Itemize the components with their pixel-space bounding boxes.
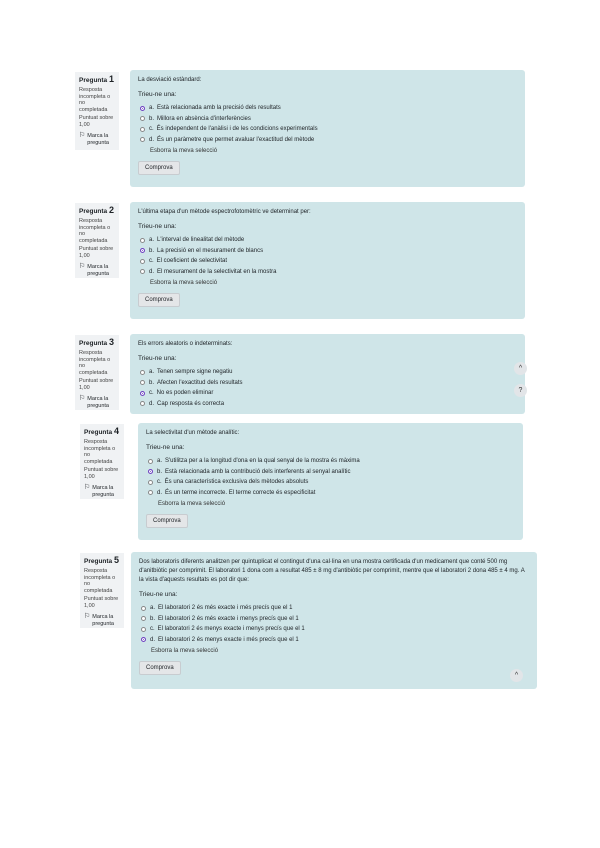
question-number: Pregunta 4 (84, 426, 119, 436)
question-marks: Puntuat sobre 1,00 (79, 115, 114, 128)
answer-option[interactable] (148, 467, 515, 478)
answer-text: No es poden eliminar (156, 390, 214, 396)
answer-option[interactable] (148, 477, 515, 488)
question-marks: Puntuat sobre 1,00 (84, 467, 119, 480)
question-info-3 (75, 335, 119, 410)
question-text: La desviació estàndard: (138, 77, 202, 83)
clear-selection-link[interactable]: Esborra la meva selecció (150, 280, 218, 286)
answer-text: El mesurament de la selectivitat en la mostra (157, 268, 277, 275)
flag-question-link[interactable] (79, 264, 115, 277)
radio-button[interactable] (148, 480, 153, 485)
answer-list (138, 103, 517, 145)
flag-icon: ⚐ (79, 132, 86, 139)
answer-option[interactable] (140, 246, 517, 257)
answer-text: L'interval de linealitat del mètode (157, 237, 245, 243)
answer-list (139, 603, 529, 645)
answer-option[interactable] (140, 399, 517, 410)
answer-text: El coeficient de selectivitat (156, 258, 228, 264)
answer-option[interactable] (140, 267, 517, 278)
answer-option[interactable] (141, 624, 529, 635)
answer-letter: d. (149, 268, 155, 275)
radio-button[interactable] (140, 238, 145, 243)
radio-button[interactable] (141, 627, 146, 632)
question-number: Pregunta 5 (84, 555, 119, 565)
radio-button[interactable] (140, 116, 145, 121)
answer-list (138, 367, 517, 409)
radio-button[interactable] (140, 401, 145, 406)
flag-icon: ⚐ (84, 613, 91, 620)
answer-text: S'utilitza per a la longitud d'ona en la qual senyal de la mostra és màxima (165, 458, 360, 464)
answer-letter: a. (149, 237, 155, 243)
radio-button[interactable] (140, 370, 145, 375)
answer-text: Està relacionada amb la precisió dels resultats (157, 105, 281, 111)
answer-text: Millora en absència d'interferències (157, 115, 251, 122)
answer-text: Cap resposta és correcta (157, 400, 225, 407)
radio-button[interactable] (141, 637, 146, 642)
radio-button[interactable] (140, 380, 145, 385)
flag-question-link[interactable] (79, 396, 115, 409)
question-number: Pregunta 2 (79, 205, 114, 215)
radio-button[interactable] (140, 106, 145, 111)
flag-icon: ⚐ (79, 395, 86, 402)
scroll-up-icon[interactable]: ^ (514, 362, 527, 375)
answer-option[interactable] (148, 456, 515, 467)
question-number: Pregunta 3 (79, 337, 114, 347)
clear-selection-link[interactable]: Esborra la meva selecció (150, 148, 218, 154)
answer-letter: c. (157, 479, 162, 485)
question-info-1 (75, 72, 119, 150)
answer-text: El laboratori 2 és menys exacte i més precís que el 1 (158, 636, 299, 643)
answer-letter: b. (157, 468, 163, 475)
question-info-4 (80, 424, 124, 499)
flag-question-link[interactable] (84, 614, 120, 627)
answer-option[interactable] (140, 114, 517, 125)
flag-icon: ⚐ (79, 263, 86, 270)
answer-list (146, 456, 515, 498)
radio-button[interactable] (140, 137, 145, 142)
answer-letter: c. (149, 258, 154, 264)
answer-letter: a. (149, 369, 155, 375)
question-status: Resposta incompleta o no completada (84, 568, 116, 594)
answer-option[interactable] (140, 103, 517, 114)
answer-letter: d. (149, 136, 155, 143)
radio-button[interactable] (140, 259, 145, 264)
clear-selection-link[interactable]: Esborra la meva selecció (151, 648, 219, 654)
flag-label: Marca la pregunta (87, 396, 109, 409)
question-content-2 (130, 202, 525, 319)
answer-text: El laboratori 2 és més exacte i més precís que el 1 (158, 605, 293, 611)
answer-letter: a. (157, 458, 163, 464)
answer-option[interactable] (140, 124, 517, 135)
scroll-up-icon-bottom[interactable]: ^ (510, 669, 523, 682)
answer-option[interactable] (140, 378, 517, 389)
radio-button[interactable] (140, 248, 145, 253)
question-status: Resposta incompleta o no completada (79, 87, 111, 113)
question-text: Dos laboratoris diferents analitzen per quintuplicat el contingut d'una cal·lina en una mostra certificada d'un medicament que conté 500 mg d'anitbiòtic per comprimit. El laboratori 1 dona com a resultat 485 ± 8 mg d'antibiòtic per comprimit, mentre que el laboratori 2 dona 485 ± 4 mg. A la vista d'aquests resultats es pot dir que: (139, 559, 525, 583)
answer-option[interactable] (141, 635, 529, 646)
clear-selection-link[interactable]: Esborra la meva selecció (158, 501, 226, 507)
answer-option[interactable] (140, 367, 517, 378)
question-text: Els errors aleatoris o indeterminats: (138, 341, 233, 347)
check-button[interactable]: Comprova (138, 161, 180, 175)
answer-option[interactable] (141, 614, 529, 625)
radio-button[interactable] (140, 269, 145, 274)
question-info-5 (80, 553, 124, 628)
answer-text: És un paràmetre que permet avaluar l'exactitud del mètode (157, 136, 315, 143)
answer-letter: b. (149, 379, 155, 386)
radio-button[interactable] (140, 391, 145, 396)
answer-letter: d. (149, 400, 155, 407)
answer-letter: c. (149, 126, 154, 132)
question-number: Pregunta 1 (79, 74, 114, 84)
answer-list (138, 235, 517, 277)
answer-option[interactable] (140, 135, 517, 146)
question-marks: Puntuat sobre 1,00 (79, 378, 114, 391)
answer-option[interactable] (148, 488, 515, 499)
check-button[interactable]: Comprova (138, 293, 180, 307)
answer-option[interactable] (140, 235, 517, 246)
answer-text: El laboratori 2 és menys exacte i menys precís que el 1 (157, 626, 305, 632)
choose-prompt: Trieu-ne una: (139, 591, 178, 598)
question-content-3 (130, 334, 525, 414)
radio-button[interactable] (148, 469, 153, 474)
radio-button[interactable] (141, 606, 146, 611)
help-icon[interactable]: ? (514, 384, 527, 397)
question-status: Resposta incompleta o no completada (79, 218, 111, 244)
radio-button[interactable] (148, 459, 153, 464)
answer-letter: c. (150, 626, 155, 632)
choose-prompt: Trieu-ne una: (138, 355, 177, 362)
radio-button[interactable] (148, 490, 153, 495)
answer-letter: d. (157, 489, 163, 496)
question-content-4 (138, 423, 523, 540)
answer-text: És una característica exclusiva dels mètodes absoluts (164, 479, 309, 485)
question-text: L'última etapa d'un mètode espectrofotomètric ve determinat per: (138, 209, 311, 215)
answer-text: Tenen sempre signe negatiu (157, 369, 233, 375)
question-status: Resposta incompleta o no completada (79, 350, 111, 376)
answer-letter: b. (149, 115, 155, 122)
question-content-5 (131, 552, 537, 689)
answer-text: És independent de l'anàlisi i de les condicions experimentals (156, 126, 318, 132)
check-button[interactable]: Comprova (139, 661, 181, 675)
answer-text: El laboratori 2 és més exacte i menys precís que el 1 (158, 615, 299, 622)
question-marks: Puntuat sobre 1,00 (84, 596, 119, 609)
answer-text: Està relacionada amb la contribució dels interferents al senyal analític (165, 468, 351, 475)
question-text: La selectivitat d'un mètode analític: (146, 430, 240, 436)
answer-option[interactable] (140, 256, 517, 267)
check-button[interactable]: Comprova (146, 514, 188, 528)
answer-option[interactable] (140, 388, 517, 399)
question-content-1 (130, 70, 525, 187)
flag-icon: ⚐ (84, 484, 91, 491)
radio-button[interactable] (140, 127, 145, 132)
choose-prompt: Trieu-ne una: (138, 91, 177, 98)
flag-label: Marca la pregunta (87, 264, 109, 277)
radio-button[interactable] (141, 616, 146, 621)
choose-prompt: Trieu-ne una: (146, 444, 185, 451)
answer-letter: b. (150, 615, 156, 622)
answer-letter: d. (150, 636, 156, 643)
flag-question-link[interactable] (79, 133, 115, 146)
answer-text: La precisió en el mesurament de blancs (157, 247, 264, 254)
answer-letter: a. (150, 605, 156, 611)
answer-letter: c. (149, 390, 154, 396)
flag-label: Marca la pregunta (92, 614, 114, 627)
answer-text: És un terme incorrecte. El terme correcte és especificitat (165, 489, 316, 496)
answer-text: Afecten l'exactitud dels resultats (157, 379, 243, 386)
question-marks: Puntuat sobre 1,00 (79, 246, 114, 259)
question-info-2 (75, 203, 119, 278)
flag-label: Marca la pregunta (92, 485, 114, 498)
answer-letter: b. (149, 247, 155, 254)
flag-label: Marca la pregunta (87, 133, 109, 146)
answer-letter: a. (149, 105, 155, 111)
choose-prompt: Trieu-ne una: (138, 223, 177, 230)
question-status: Resposta incompleta o no completada (84, 439, 116, 465)
flag-question-link[interactable] (84, 485, 120, 498)
answer-option[interactable] (141, 603, 529, 614)
